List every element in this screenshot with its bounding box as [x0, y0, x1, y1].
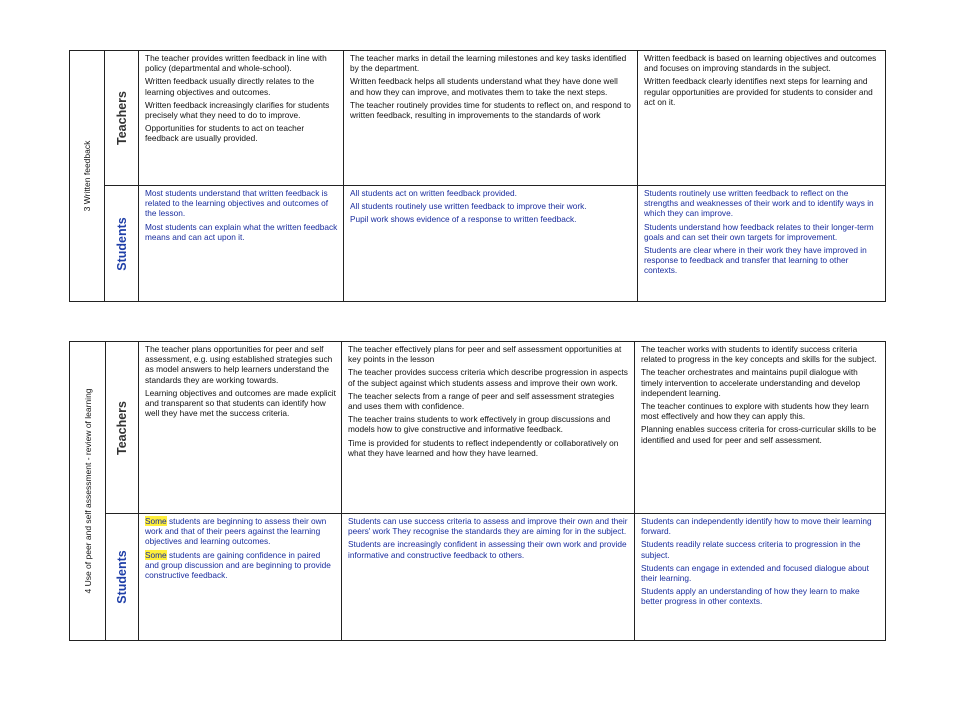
statement: Opportunities for students to act on teacher feedback are usually provided.: [145, 123, 305, 144]
statement: All students act on written feedback provided.: [350, 188, 517, 198]
teachers-cell-3: [635, 342, 886, 514]
statement: Students understand how feedback relates to their longer-term goals and can set their own targets for improvement.: [644, 221, 874, 242]
students-label: Students: [114, 550, 129, 604]
teachers-cell-1: [139, 342, 342, 514]
students-cell-3: [638, 186, 886, 302]
statement: Written feedback usually directly relates to the learning objectives and outcomes.: [145, 76, 315, 97]
statement: Students can use success criteria to assess and improve their own and their peers' work They recognise the standards they are aiming for in the subject.: [348, 516, 628, 537]
statement: Written feedback increasingly clarifies for students precisely what they need to do to improve.: [145, 99, 330, 121]
statement: [145, 516, 336, 547]
students-role-cell: [106, 514, 139, 641]
statement-text: students are beginning to assess their own work and that of their peers against the learning objectives and learning outcomes.: [145, 516, 327, 547]
statement: The teacher provides written feedback in line with policy (departmental and whole-school).: [145, 53, 327, 74]
students-cell-2: [344, 186, 638, 302]
statement: The teacher works with students to identify success criteria related to progress in the key concepts and skills for the subject.: [641, 344, 877, 365]
teachers-label: Teachers: [114, 400, 129, 455]
statement: The teacher plans opportunities for peer and self assessment, e.g. using established strategies such as model answers to help learners understand the standards they are working towards.: [145, 344, 333, 385]
statement: Written feedback helps all students understand what they have done well and how they can improve, and motivates them to take the next steps.: [350, 76, 618, 97]
statement: Most students understand that written feedback is related to the learning objectives and outcomes of the lesson.: [145, 188, 329, 219]
teachers-cell-1: [139, 51, 344, 186]
teachers-label: Teachers: [114, 91, 129, 145]
teachers-cell-2: [344, 51, 638, 186]
section-title-cell: [70, 342, 106, 641]
statement: The teacher trains students to work effectively in group discussions and models how to give constructive and informative feedback.: [348, 414, 611, 435]
teachers-role-cell: [105, 51, 139, 186]
statement: Planning enables success criteria for cross-curricular skills to be identified and used for peer and self assessment.: [641, 424, 877, 445]
statement: The teacher effectively plans for peer and self assessment opportunities at key points in the lesson: [348, 344, 622, 365]
students-cell-1: [139, 186, 344, 302]
statement: The teacher orchestrates and maintains pupil dialogue with timely intervention to accelerate understanding and develop independent learning.: [641, 367, 861, 398]
statement: Written feedback clearly identifies next steps for learning and regular opportunities are provided for students to consider and act on it.: [644, 76, 873, 107]
statement: Students are clear where in their work they have improved in response to feedback and transfer that learning to other contexts.: [644, 245, 867, 276]
teachers-cell-3: [638, 51, 886, 186]
section-title: 3 Written feedback: [81, 140, 92, 212]
teachers-cell-2: [342, 342, 635, 514]
statement: Time is provided for students to reflect independently or collaboratively on what they have learned and how they have learned.: [348, 437, 619, 458]
statement: The teacher selects from a range of peer and self assessment strategies and uses them with confidence.: [348, 390, 615, 412]
statement: Students routinely use written feedback to reflect on the strengths and weaknesses of their work and to identify ways in which they can improve.: [644, 188, 874, 219]
students-cell-2: [342, 514, 635, 641]
statement: Students apply an understanding of how they learn to make better progress in other contexts.: [641, 586, 860, 607]
statement: Written feedback is based on learning objectives and outcomes and focuses on improving standards in the subject.: [644, 53, 877, 74]
statement: Most students can explain what the written feedback means and can act upon it.: [145, 221, 338, 242]
statement: The teacher marks in detail the learning milestones and key tasks identified by the department.: [350, 53, 627, 74]
statement: The teacher provides success criteria which describe progression in aspects of the subject against which students assess and improve their own work.: [348, 367, 628, 388]
statement: Learning objectives and outcomes are made explicit and transparent so that students can identify how well they have met the success criteria.: [145, 387, 336, 419]
section-title-cell: [70, 51, 105, 302]
students-label: Students: [114, 216, 129, 271]
teachers-role-cell: [106, 342, 139, 514]
students-role-cell: [105, 186, 139, 302]
statement: All students routinely use written feedback to improve their work.: [350, 201, 587, 212]
statement: Pupil work shows evidence of a response to written feedback.: [350, 214, 577, 225]
section-title: 4 Use of peer and self assessment - review of learning: [82, 388, 93, 594]
statement: The teacher routinely provides time for students to reflect on, and respond to written feedback, resulting in improvements to the standards of work: [350, 99, 631, 121]
highlighted-word: Some: [145, 516, 167, 526]
statement-text: students are gaining confidence in paired and group discussion and are beginning to provide constructive feedback.: [145, 549, 331, 581]
students-cell-3: [635, 514, 886, 641]
highlighted-word: Some: [145, 549, 167, 560]
statement: Students are increasingly confident in assessing their own work and provide informative and constructive feedback to others.: [348, 539, 627, 560]
statement: The teacher continues to explore with students how they learn most effectively and how they can apply this.: [641, 401, 869, 422]
statement: Students readily relate success criteria to progression in the subject.: [641, 539, 861, 560]
statement: [145, 550, 336, 581]
written-feedback-table: [69, 50, 886, 302]
students-cell-1: [139, 514, 342, 641]
statement: Students can independently identify how to move their learning forward.: [641, 516, 872, 537]
statement: Students can engage in extended and focused dialogue about their learning.: [641, 562, 869, 584]
peer-self-assessment-table: [69, 341, 886, 641]
